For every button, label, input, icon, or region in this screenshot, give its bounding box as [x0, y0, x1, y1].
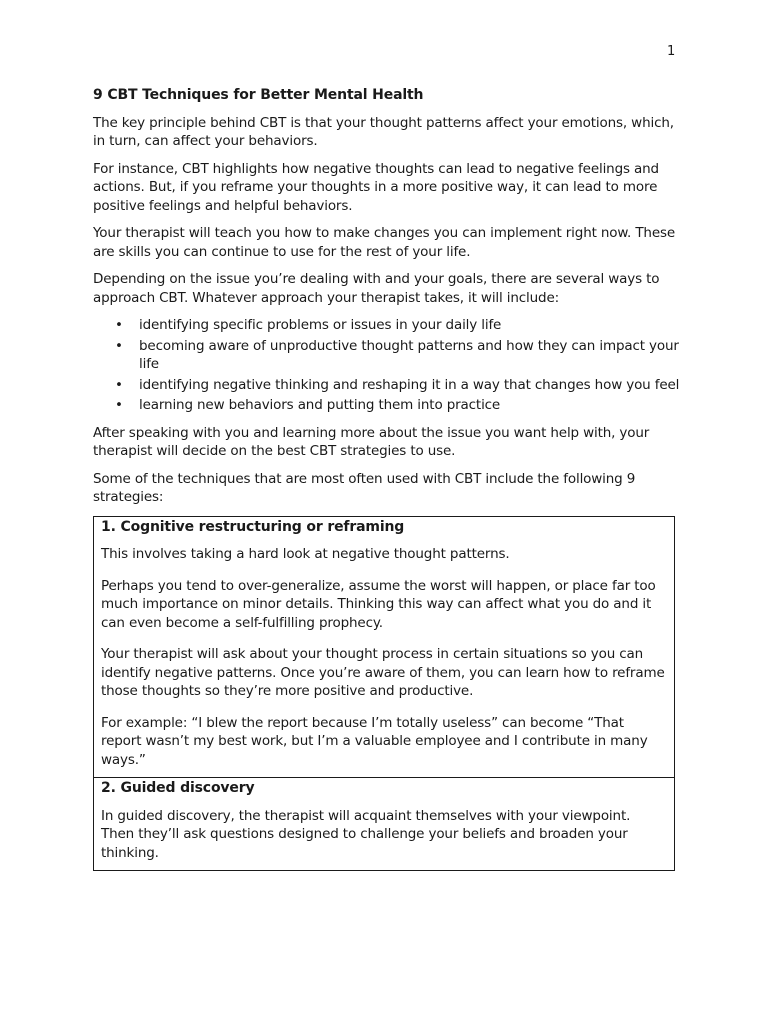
- bullet-icon: •: [115, 317, 123, 333]
- bullet-item: [93, 396, 683, 415]
- document-body: [93, 86, 683, 871]
- after-paragraph: After speaking with you and learning more about the issue you want help with, your therapist will decide on the best CBT strategies to use.: [93, 424, 650, 459]
- document-title: 9 CBT Techniques for Better Mental Health: [93, 87, 424, 103]
- intro-paragraph: The key principle behind CBT is that your thought patterns affect your emotions, which, in turn, can affect your behaviors.: [93, 114, 674, 149]
- intro-paragraph: Your therapist will teach you how to make changes you can implement right now. These are skills you can continue to use for the rest of your life.: [93, 225, 676, 260]
- bullet-icon: •: [115, 376, 123, 393]
- techniques-table: [93, 516, 675, 872]
- bullet-text: identifying negative thinking and reshaping it in a way that changes how you feel: [139, 376, 680, 393]
- technique-paragraph: This involves taking a hard look at negative thought patterns.: [101, 546, 510, 562]
- page-number: 1: [667, 44, 676, 59]
- bullet-item: [93, 316, 683, 335]
- bullet-item: [93, 376, 683, 395]
- intro-paragraph: For instance, CBT highlights how negative thoughts can lead to negative feelings and actions. But, if you reframe your thoughts in a more positive way, it can lead to more positive feelings and helpful behaviors.: [93, 160, 659, 214]
- bullet-text: identifying specific problems or issues in your daily life: [139, 317, 502, 333]
- technique-paragraph: In guided discovery, the therapist will acquaint themselves with your viewpoint. Then they’ll ask questions designed to challenge your beliefs and broaden your thinking.: [101, 807, 631, 861]
- technique-heading: 1. Cognitive restructuring or reframing: [101, 518, 405, 535]
- technique-cell-cognitive-restructuring: [94, 517, 674, 778]
- technique-paragraph: Perhaps you tend to over-generalize, assume the worst will happen, or place far too much importance on minor details. Thinking this way can affect what you do and it can even become a self-fulfilling prophecy.: [101, 577, 656, 631]
- technique-heading: 2. Guided discovery: [101, 780, 255, 796]
- technique-cell-guided-discovery: [94, 777, 674, 870]
- technique-paragraph: For example: “I blew the report because I’m totally useless” can become “That report wasn’t my best work, but I’m a valuable employee and I contribute in many ways.”: [101, 714, 648, 768]
- technique-paragraph: Your therapist will ask about your thought process in certain situations so you can identify negative patterns. Once you’re aware of them, you can learn how to reframe those thoughts so they’re more positive and productive.: [101, 646, 665, 699]
- bullet-text: learning new behaviors and putting them into practice: [139, 397, 501, 413]
- bullet-icon: •: [115, 397, 123, 413]
- bullet-text: becoming aware of unproductive thought patterns and how they can impact your life: [139, 337, 679, 372]
- approach-bullet-list: [93, 316, 683, 415]
- bullet-item: [93, 337, 683, 374]
- after-paragraph: Some of the techniques that are most often used with CBT include the following 9 strategies:: [93, 470, 636, 505]
- intro-paragraph: Depending on the issue you’re dealing with and your goals, there are several ways to approach CBT. Whatever approach your therapist takes, it will include:: [93, 271, 660, 306]
- bullet-icon: •: [115, 337, 123, 354]
